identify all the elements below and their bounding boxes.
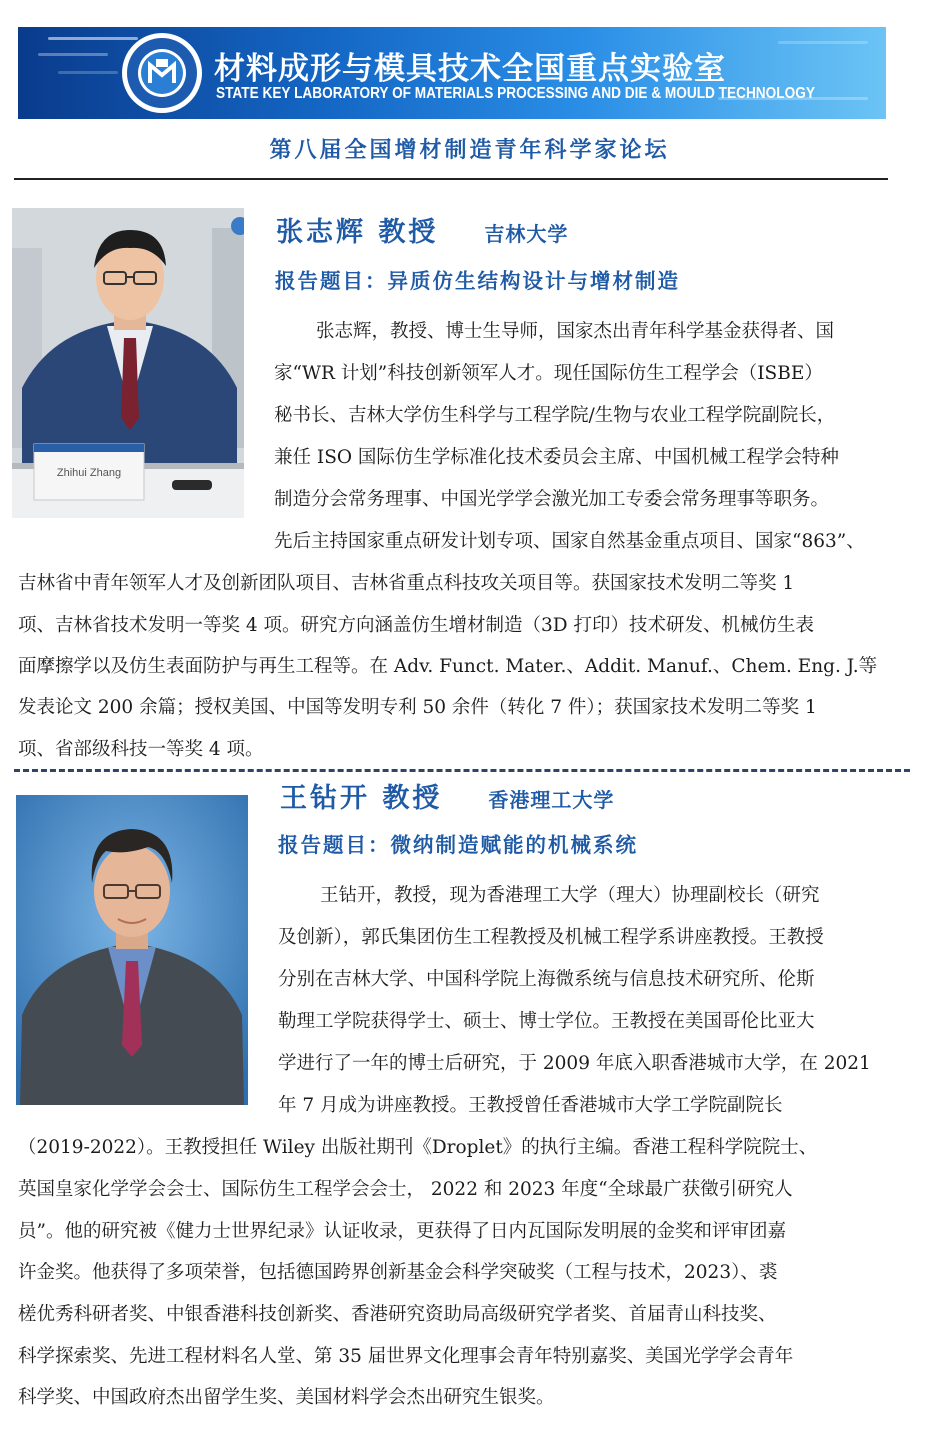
bio-line: 发表论文 200 余篇；授权美国、中国等发明专利 50 余件（转化 7 件）；获国家技术发明二等奖 1 — [18, 697, 817, 718]
lab-logo-icon — [120, 31, 204, 115]
lab-title-cn: 材料成形与模具技术全国重点实验室 — [214, 51, 726, 87]
bio-line: 王钻开，教授，现为香港理工大学（理大）协理副校长（研究 — [320, 885, 820, 906]
bio-line: 秘书长、吉林大学仿生科学与工程学院/生物与农业工程学院副院长， — [274, 405, 836, 426]
banner-streak — [38, 53, 108, 56]
speaker-affiliation: 吉林大学 — [484, 222, 569, 246]
bio-line: 分别在吉林大学、中国科学院上海微系统与信息技术研究所、伦斯 — [278, 969, 815, 990]
banner-streak — [778, 41, 868, 44]
speaker-heading-zhang — [276, 210, 568, 249]
speaker-affiliation: 香港理工大学 — [488, 788, 615, 812]
bio-line: （2019-2022）。王教授担任 Wiley 出版社期刊《Droplet》的执行主编。香港工程科学院院士、 — [18, 1137, 818, 1158]
bio-line: 学进行了一年的博士后研究，于 2009 年底入职香港城市大学，在 2021 — [278, 1053, 871, 1074]
bio-line: 面摩擦学以及仿生表面防护与再生工程等。在 Adv. Funct. Mater.、Addit. Manuf.、Chem. Eng. J.等 — [18, 656, 878, 677]
bio-line: 项、吉林省技术发明一等奖 4 项。研究方向涵盖仿生增材制造（3D 打印）技术研发、机械仿生表 — [18, 615, 815, 636]
section-divider — [14, 769, 910, 772]
bio-line: 英国皇家化学学会会士、国际仿生工程学会会士， 2022 和 2023 年度“全球最广获徵引研究人 — [18, 1179, 793, 1200]
lab-banner — [18, 27, 886, 119]
bio-line: 先后主持国家重点研发计划专项、国家自然基金重点项目、国家“863”、 — [274, 531, 865, 552]
speaker-topic: 报告题目：微纳制造赋能的机械系统 — [278, 833, 638, 857]
bio-line: 员”。他的研究被《健力士世界纪录》认证收录，更获得了日内瓦国际发明展的金奖和评审团嘉 — [18, 1221, 786, 1242]
speaker-photo-wang — [16, 795, 248, 1105]
bio-line: 张志辉，教授、博士生导师，国家杰出青年科学基金获得者、国 — [316, 321, 835, 342]
lab-title-en: STATE KEY LABORATORY OF MATERIALS PROCESSING AND DIE & MOULD TECHNOLOGY — [216, 85, 815, 102]
bio-line: 年 7 月成为讲座教授。王教授曾任香港城市大学工学院副院长 — [278, 1095, 783, 1116]
speaker-name: 王钻开 教授 — [280, 783, 443, 814]
portrait-illustration — [12, 208, 244, 518]
bio-line: 许金奖。他获得了多项荣誉，包括德国跨界创新基金会科学突破奖（工程与技术，2023）、裘 — [18, 1262, 778, 1283]
banner-streak — [58, 71, 118, 74]
forum-title: 第八届全国增材制造青年科学家论坛 — [269, 138, 670, 163]
speaker-heading-wang — [280, 776, 614, 815]
speaker-name: 张志辉 教授 — [276, 217, 439, 248]
bio-line: 家“WR 计划”科技创新领军人才。现任国际仿生工程学会（ISBE） — [274, 363, 823, 384]
portrait-illustration — [16, 795, 248, 1105]
bio-line: 兼任 ISO 国际仿生学标准化技术委员会主席、中国机械工程学会特种 — [274, 447, 839, 468]
bio-line: 制造分会常务理事、中国光学学会激光加工专委会常务理事等职务。 — [274, 489, 830, 510]
bio-line: 勒理工学院获得学士、硕士、博士学位。王教授在美国哥伦比亚大 — [278, 1011, 815, 1032]
header-divider — [14, 178, 888, 180]
bio-line: 科学奖、中国政府杰出留学生奖、美国材料学会杰出研究生银奖。 — [18, 1387, 555, 1408]
bio-line: 及创新），郭氏集团仿生工程教授及机械工程学系讲座教授。王教授 — [278, 927, 824, 948]
speaker-photo-zhang — [12, 208, 244, 518]
bio-line: 吉林省中青年领军人才及创新团队项目、吉林省重点科技攻关项目等。获国家技术发明二等奖 1 — [18, 573, 795, 594]
bio-line: 项、省部级科技一等奖 4 项。 — [18, 739, 264, 760]
bio-line: 槎优秀科研者奖、中银香港科技创新奖、香港研究资助局高级研究学者奖、首届青山科技奖、 — [18, 1304, 777, 1325]
nameplate-text: Zhihui Zhang — [56, 467, 122, 479]
speaker-topic: 报告题目：异质仿生结构设计与增材制造 — [275, 269, 680, 293]
bio-line: 科学探索奖、先进工程材料名人堂、第 35 届世界文化理事会青年特别嘉奖、美国光学学会青年 — [18, 1346, 794, 1367]
